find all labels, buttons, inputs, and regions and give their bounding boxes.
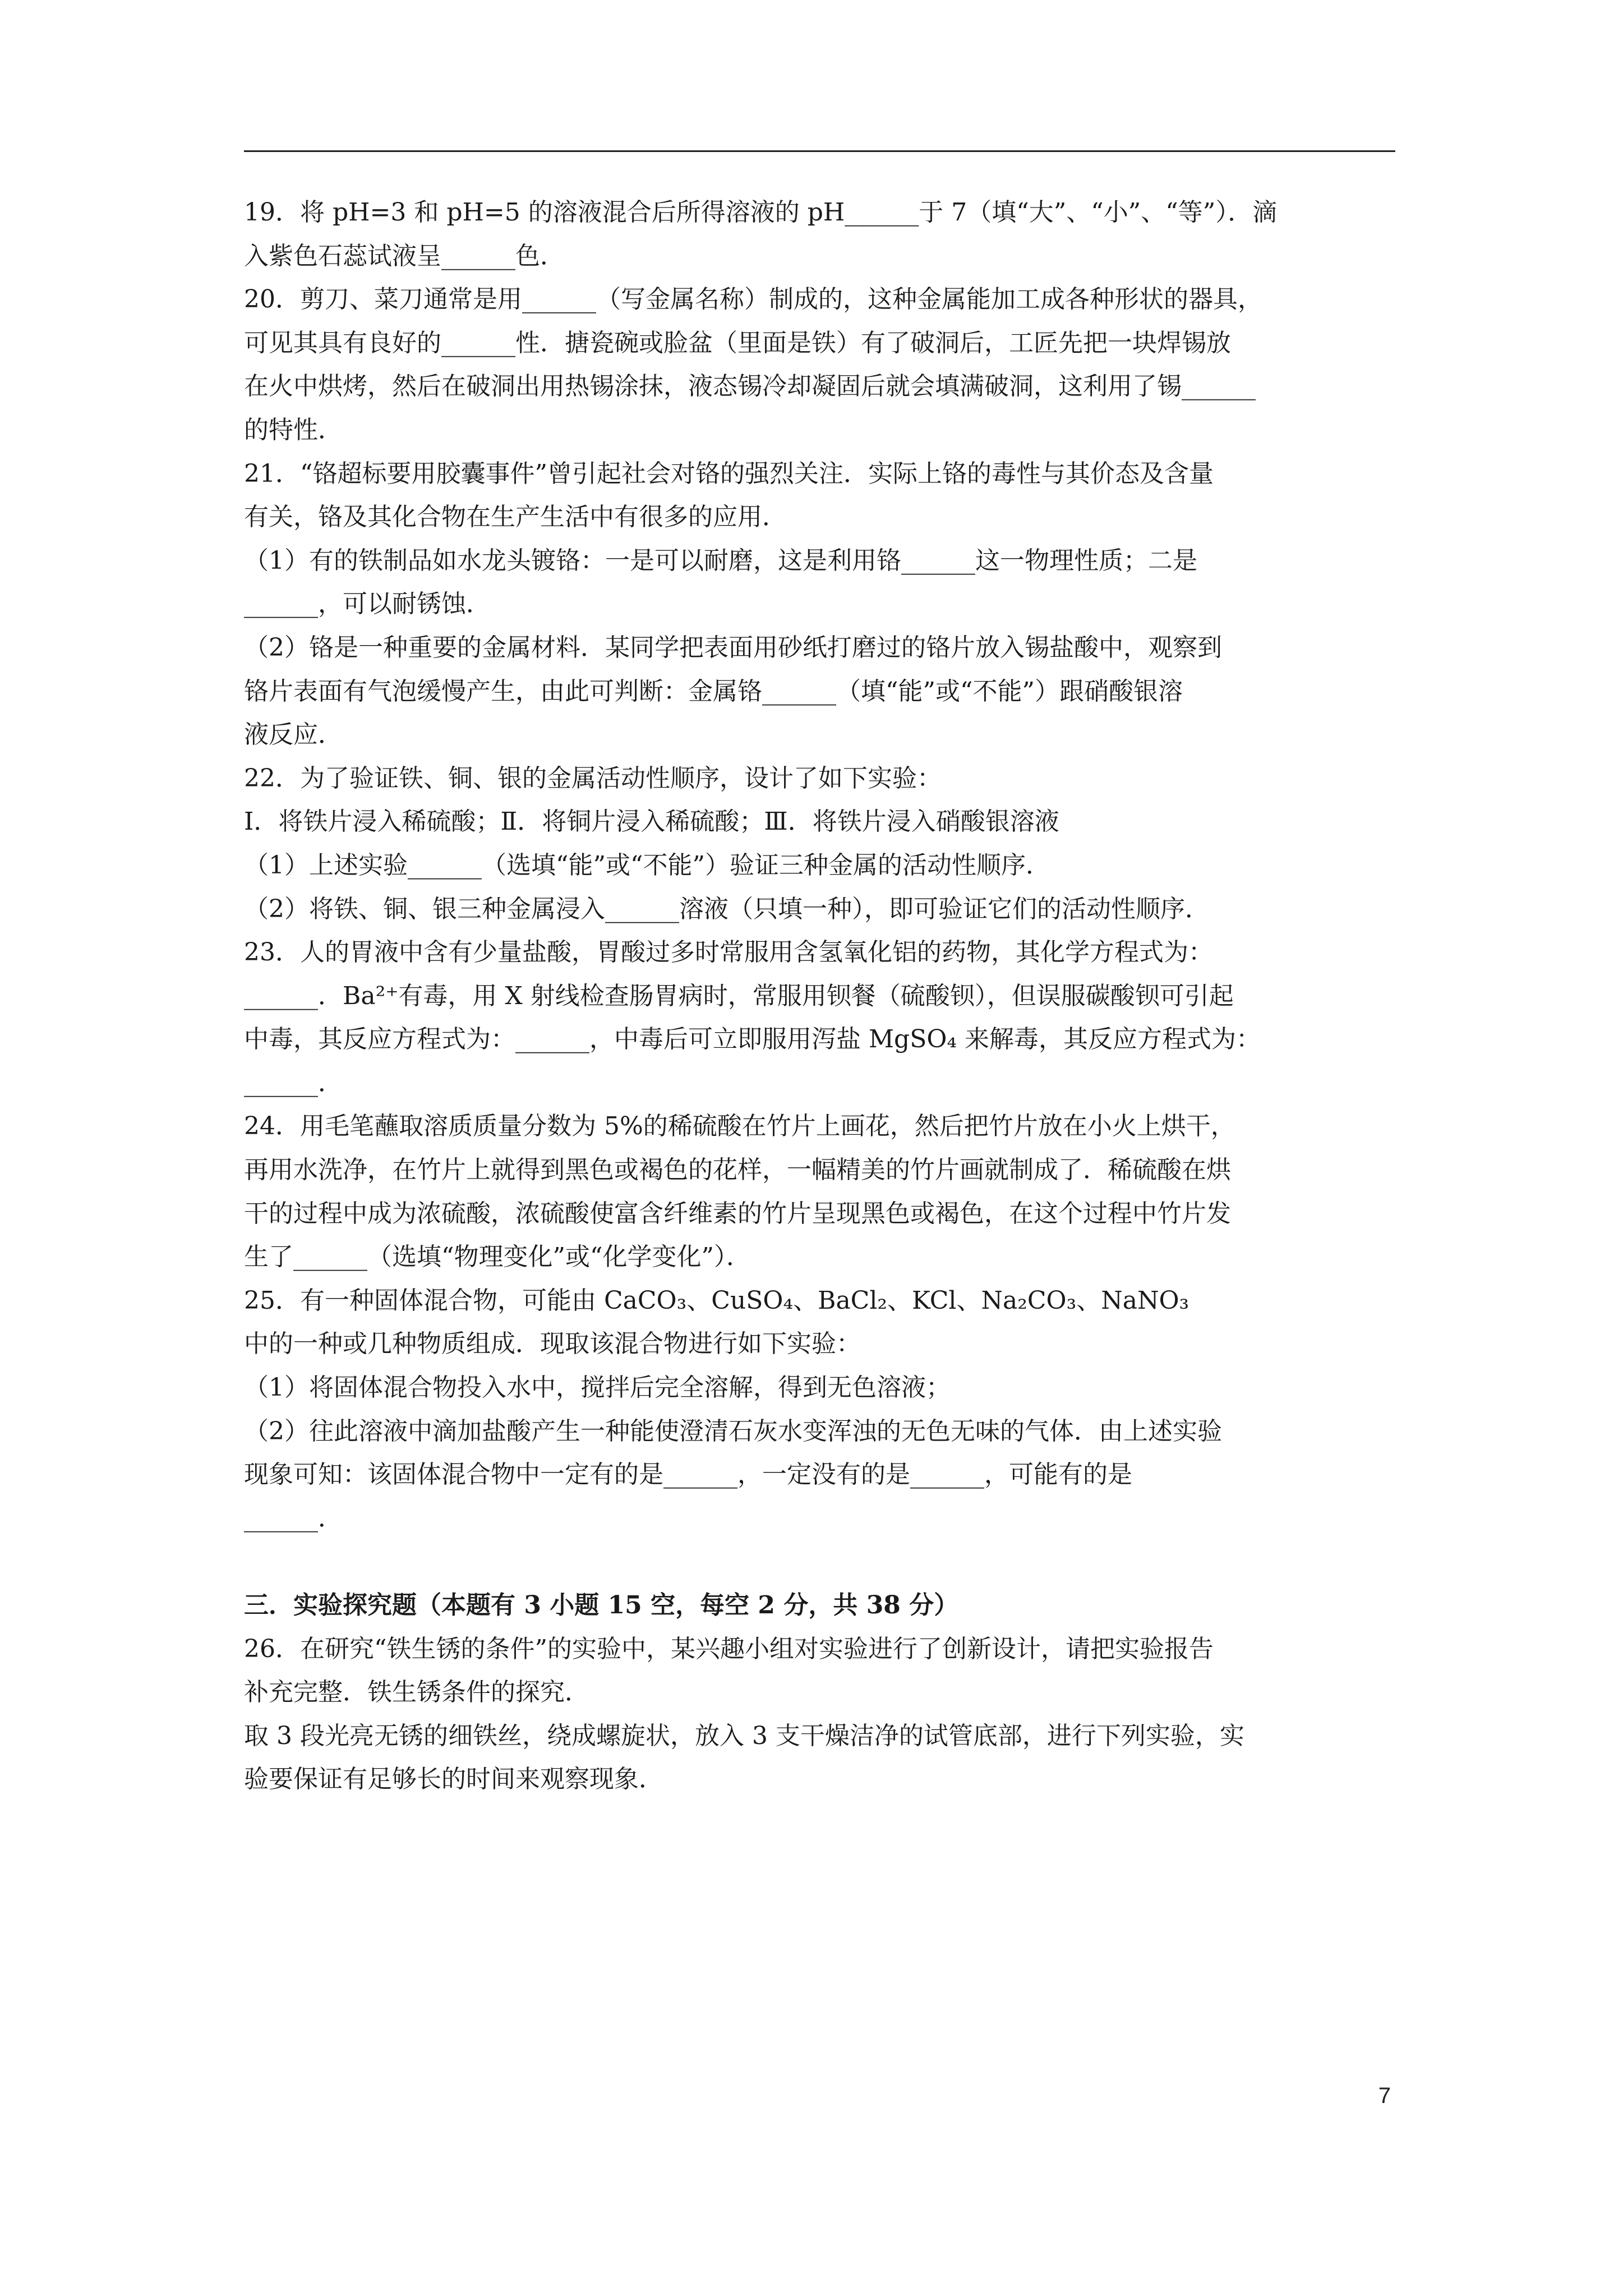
section-spacer (244, 1540, 1399, 1584)
text-line: 生了______（选填“物理变化”或“化学变化”）． (244, 1243, 751, 1272)
text-line: 在火中烘烤，然后在破洞出用热锡涂抹，液态锡冷却凝固后就会填满破洞，这利用了锡______ (244, 372, 1256, 401)
text-line: 中的一种或几种物质组成．现取该混合物进行如下实验： (244, 1329, 861, 1359)
text-line: （2）往此溶液中滴加盐酸产生一种能使澄清石灰水变浑浊的无色无味的气体．由上述实验 (244, 1416, 1222, 1446)
text-line: ______．Ba²⁺有毒，用 X 射线检查肠胃病时，常服用钡餐（硫酸钡），但误服碳酸钡可引起 (244, 981, 1234, 1010)
text-line: ______． (244, 1068, 343, 1097)
text-line: 22．为了验证铁、铜、银的金属活动性顺序，设计了如下实验： (244, 763, 942, 793)
text-line: 21．“铬超标要用胶囊事件”曾引起社会对铬的强烈关注．实际上铬的毒性与其价态及含量 (244, 459, 1214, 488)
text-line: 铬片表面有气泡缓慢产生，由此可判断：金属铬______（填“能”或“不能”）跟硝酸银溶 (244, 677, 1183, 706)
page-number: 7 (1378, 2083, 1391, 2108)
text-line: 23．人的胃液中含有少量盐酸，胃酸过多时常服用含氢氧化铝的药物，其化学方程式为： (244, 938, 1213, 967)
text-line: 验要保证有足够长的时间来观察现象． (244, 1765, 663, 1794)
text-line: 现象可知：该固体混合物中一定有的是______，一定没有的是______，可能有的是 (244, 1460, 1132, 1489)
text-line: 20．剪刀、菜刀通常是用______（写金属名称）制成的，这种金属能加工成各种形状的器具， (244, 285, 1262, 314)
section-heading: 三．实验探究题（本题有 3 小题 15 空，每空 2 分，共 38 分） (244, 1591, 959, 1619)
text-line: 液反应． (244, 720, 343, 749)
text-line: 有关，铬及其化合物在生产生活中有很多的应用． (244, 503, 787, 532)
text-line: 入紫色石蕊试液呈______色． (244, 241, 565, 270)
text-line: 的特性． (244, 415, 343, 444)
text-line: 25．有一种固体混合物，可能由 CaCO₃、CuSO₄、BaCl₂、KCl、Na₂CO₃、NaNO₃ (244, 1286, 1189, 1315)
text-line: 取 3 段光亮无锈的细铁丝，绕成螺旋状，放入 3 支干燥洁净的试管底部，进行下列实验，实 (244, 1721, 1244, 1750)
text-line: （1）有的铁制品如水龙头镀铬：一是可以耐磨，这是利用铬______这一物理性质；二是 (244, 546, 1197, 575)
text-line: （2）将铁、铜、银三种金属浸入______溶液（只填一种），即可验证它们的活动性顺序． (244, 894, 1210, 923)
text-line: 26．在研究“铁生锈的条件”的实验中，某兴趣小组对实验进行了创新设计，请把实验报告 (244, 1634, 1214, 1663)
page-content (244, 191, 1399, 1801)
text-line: ______，可以耐锈蚀． (244, 590, 491, 619)
text-line: ______． (244, 1503, 343, 1533)
text-line: 可见其具有良好的______性．搪瓷碗或脸盆（里面是铁）有了破洞后，工匠先把一块焊锡放 (244, 328, 1231, 357)
text-line: 补充完整．铁生锈条件的探究． (244, 1678, 589, 1707)
text-line: （1）上述实验______（选填“能”或“不能”）验证三种金属的活动性顺序． (244, 850, 1050, 880)
text-line: （1）将固体混合物投入水中，搅拌后完全溶解，得到无色溶液； (244, 1373, 951, 1402)
text-line: 干的过程中成为浓硫酸，浓硫酸使富含纤维素的竹片呈现黑色或褐色，在这个过程中竹片发 (244, 1199, 1231, 1228)
header-rule (244, 150, 1395, 152)
text-line: Ⅰ．将铁片浸入稀硫酸；Ⅱ．将铜片浸入稀硫酸；Ⅲ．将铁片浸入硝酸银溶液 (244, 807, 1059, 836)
text-line: 24．用毛笔蘸取溶质质量分数为 5%的稀硫酸在竹片上画花，然后把竹片放在小火上烘干， (244, 1112, 1235, 1141)
text-line: 19．将 pH=3 和 pH=5 的溶液混合后所得溶液的 pH______于 7（填“大”、“小”、“等”）．滴 (244, 198, 1278, 227)
text-line: 再用水洗净，在竹片上就得到黑色或褐色的花样，一幅精美的竹片画就制成了．稀硫酸在烘 (244, 1156, 1231, 1185)
text-line: （2）铬是一种重要的金属材料．某同学把表面用砂纸打磨过的铬片放入锡盐酸中，观察到 (244, 633, 1222, 662)
text-line: 中毒，其反应方程式为：______，中毒后可立即服用泻盐 MgSO₄ 来解毒，其反应方程式为： (244, 1025, 1261, 1054)
